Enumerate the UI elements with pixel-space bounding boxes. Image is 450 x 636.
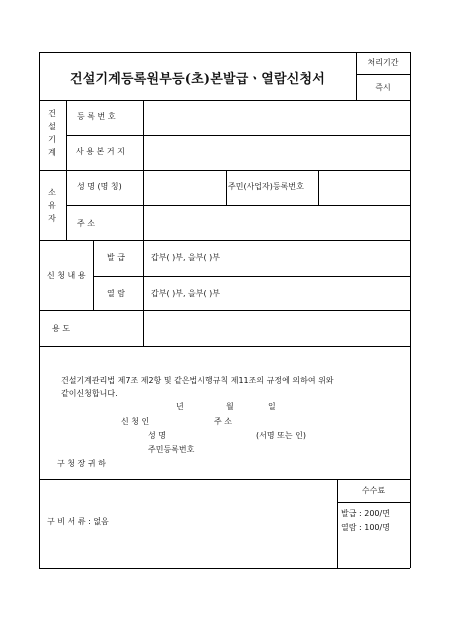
processing-period-label: 처리기간: [367, 58, 399, 67]
attachments-top: [39, 479, 410, 480]
machine-section-text: 건설기계: [48, 109, 56, 157]
owner-name-label: 성 명 (명 칭): [77, 182, 122, 191]
owner-id-divider: [318, 170, 319, 205]
date-year-label: 년: [176, 402, 184, 411]
base-location-label: 사 용 본 거 지: [76, 147, 125, 156]
owner-mid-divider: [226, 170, 227, 205]
applicant-name-label: 성 명: [148, 431, 166, 440]
issue-copies-value: 갑부( )부, 을부( )부: [151, 253, 221, 262]
form-title: 건설기계등록원부등(초)본발급ㆍ열람신청서: [69, 72, 326, 87]
request-section-bottom: [39, 310, 410, 311]
frame-top-line: [39, 52, 410, 53]
fee-view: 열람 : 100/명: [341, 523, 390, 532]
machine-row-divider: [66, 135, 410, 136]
owner-section-label: [46, 186, 58, 225]
issue-label: 발 급: [107, 253, 125, 262]
owner-section-bottom: [39, 240, 410, 241]
frame-bottom-line: [39, 568, 410, 569]
attachments-label: 구 비 서 류 : 없음: [47, 517, 109, 526]
owner-address-divider: [143, 205, 144, 240]
request-type-divider: [143, 240, 144, 310]
applicant-id-label: 주민등록번호: [148, 445, 195, 454]
owner-name-divider: [143, 170, 144, 205]
machine-section-label: [46, 107, 58, 159]
fee-label-divider: [337, 502, 410, 503]
owner-row-divider: [66, 205, 410, 206]
statement-line-1: 건설기계관리법 제7조 제2항 및 같은법시행규칙 제11조의 규정에 의하여 위와: [61, 376, 334, 385]
applicant-address-label: 주 소: [214, 417, 232, 426]
owner-id-label: 주민(사업자)등록번호: [228, 182, 304, 191]
period-divider: [356, 74, 410, 75]
frame-right-line: [410, 52, 411, 568]
processing-period-value: 즉시: [375, 83, 391, 92]
date-month-label: 월: [226, 402, 234, 411]
signature-note: (서명 또는 인): [256, 431, 306, 440]
fee-label: 수수료: [361, 486, 386, 495]
reg-number-label: 등 록 번 호: [77, 112, 116, 121]
request-section-label: 신 청 내 용: [47, 271, 86, 280]
fee-issue: 발급 : 200/면: [341, 509, 390, 518]
owner-section-text: 소유자: [48, 188, 56, 223]
view-copies-value: 갑부( )부, 을부( )부: [151, 289, 221, 298]
header-bottom-line: [39, 100, 410, 101]
applicant-label: 신 청 인: [121, 417, 150, 426]
owner-address-label: 주 소: [77, 219, 95, 228]
machine-section-bottom: [39, 170, 410, 171]
purpose-bottom: [39, 346, 410, 347]
date-day-label: 일: [268, 402, 276, 411]
addressee: 구 청 장 귀 하: [57, 459, 106, 468]
request-label-divider: [93, 240, 94, 310]
view-label: 열 람: [107, 289, 125, 298]
purpose-label: 용 도: [52, 324, 70, 333]
statement-line-2: 같이신청합니다.: [61, 389, 118, 398]
purpose-divider: [143, 310, 144, 346]
request-row-divider: [93, 276, 410, 277]
